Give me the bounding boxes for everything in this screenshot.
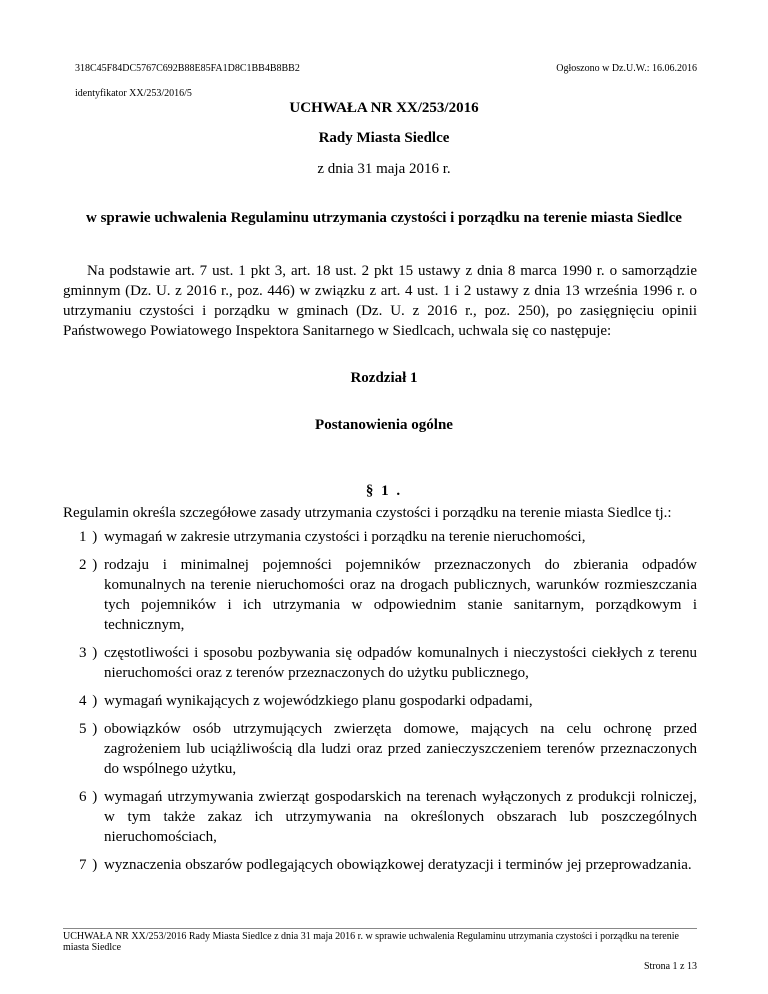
publication-date: Ogłoszono w Dz.U.W.: 16.06.2016 <box>556 63 697 74</box>
resolution-subject: w sprawie uchwalenia Regulaminu utrzymania czystości i porządku na terenie miasta Siedlce <box>86 210 682 226</box>
list-item-number: 4 ) <box>79 693 99 709</box>
list-item <box>63 855 697 875</box>
list-item-number: 6 ) <box>79 789 99 805</box>
list-item-number: 5 ) <box>79 721 99 737</box>
list-item <box>63 643 697 683</box>
section-intro: Regulamin określa szczegółowe zasady utrzymania czystości i porządku na terenie miasta Siedlce tj.: <box>63 505 672 521</box>
list-item-number: 1 ) <box>79 529 99 545</box>
list-item-number: 2 ) <box>79 557 99 573</box>
list-item-text: rodzaju i minimalnej pojemności pojemników przeznaczonych do zbierania odpadów komunalnych na terenie nieruchomości oraz na drogach publicznych, warunków rozmieszczania tych pojemników i ich utrzymania w odpowiednim stanie sanitarnym, porządkowym i technicznym, <box>104 557 697 633</box>
preamble: Na podstawie art. 7 ust. 1 pkt 3, art. 18 ust. 2 pkt 15 ustawy z dnia 8 marca 1990 r. o samorządzie gminnym (Dz. U. z 2016 r., poz. 446) w związku z art. 4 ust. 1 i 2 ustawy z dnia 13 września 1996 r. o utrzymaniu czystości i porządku w gminach (Dz. U. z 2016 r., poz. 250), po zasięgnięciu opinii Państwowego Powiatowego Inspektora Sanitarnego w Siedlcach, uchwala się co następuje: <box>63 263 697 339</box>
regulation-scope-list <box>63 527 697 883</box>
list-item <box>63 555 697 635</box>
list-item-number: 3 ) <box>79 645 99 661</box>
page-number: Strona 1 z 13 <box>643 961 697 972</box>
list-item-text: wymagań w zakresie utrzymania czystości i porządku na terenie nieruchomości, <box>104 529 586 545</box>
list-item-text: częstotliwości i sposobu pozbywania się odpadów komunalnych i nieczystości ciekłych z terenu nieruchomości oraz z terenów przeznaczonych do użytku publicznego, <box>104 645 697 681</box>
document-identifier: identyfikator XX/253/2016/5 <box>75 88 192 99</box>
list-item <box>63 527 697 547</box>
list-item-number: 7 ) <box>79 857 99 873</box>
list-item <box>63 787 697 847</box>
chapter-title: Postanowienia ogólne <box>315 417 453 433</box>
resolution-title: UCHWAŁA NR XX/253/2016 <box>289 100 479 116</box>
paragraph-sign: § 1 . <box>365 483 403 499</box>
document-hash: 318C45F84DC5767C692B88E85FA1D8C1BB4B8BB2 <box>75 63 300 74</box>
list-item-text: wyznaczenia obszarów podlegających obowiązkowej deratyzacji i terminów jej przeprowadzania. <box>104 857 692 873</box>
list-item <box>63 691 697 711</box>
list-item-text: wymagań utrzymywania zwierząt gospodarskich na terenach wyłączonych z produkcji rolniczej, w tym także zakaz ich utrzymywania na określonych obszarach lub poszczególnych nieruchomościach, <box>104 789 697 845</box>
council-name: Rady Miasta Siedlce <box>318 130 450 146</box>
resolution-date: z dnia 31 maja 2016 r. <box>317 161 451 177</box>
chapter-label: Rozdział 1 <box>350 370 418 386</box>
list-item <box>63 719 697 779</box>
list-item-text: wymagań wynikających z wojewódzkiego planu gospodarki odpadami, <box>104 693 533 709</box>
footer-divider <box>63 928 697 929</box>
list-item-text: obowiązków osób utrzymujących zwierzęta domowe, mających na celu ochronę przed zagrożeniem lub uciążliwością dla ludzi oraz przed zanieczyszczeniem terenów przeznaczonych do wspólnego użytku, <box>104 721 697 777</box>
footer-text: UCHWAŁA NR XX/253/2016 Rady Miasta Siedlce z dnia 31 maja 2016 r. w sprawie uchwalenia Regulaminu utrzymania czystości i porządku na terenie miasta Siedlce <box>63 931 679 953</box>
